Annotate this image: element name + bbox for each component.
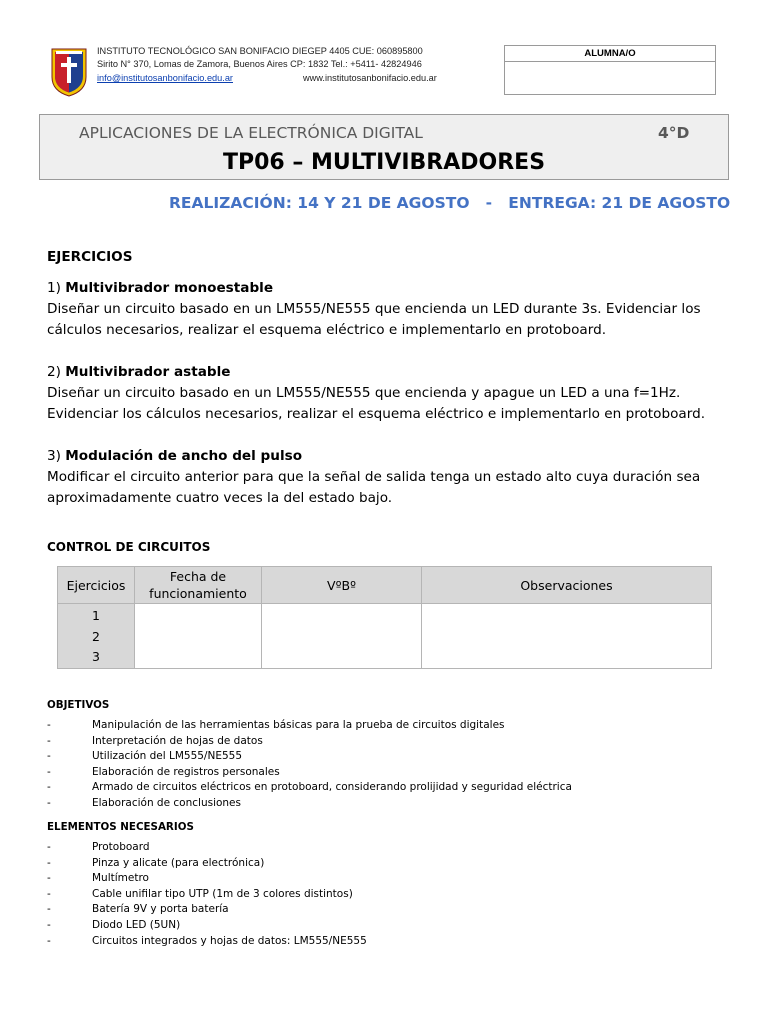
table-header-row <box>58 567 712 604</box>
exercise-number: 2) <box>47 364 61 380</box>
row-number: 3 <box>92 649 100 664</box>
subject-name: APLICACIONES DE LA ELECTRÓNICA DIGITAL <box>79 124 423 142</box>
observations-cell[interactable] <box>422 604 712 669</box>
row-number: 2 <box>92 628 100 644</box>
exercise-2-title <box>47 364 230 380</box>
exercise-2-line-1: Diseñar un circuito basado en un LM555/NE555 que encienda y apague un LED a una f=1Hz. <box>47 385 681 401</box>
column-header: Observaciones <box>422 567 712 604</box>
exercise-1-line-1: Diseñar un circuito basado en un LM555/NE555 que encienda un LED durante 3s. Evidenciar los <box>47 301 701 317</box>
exercise-1-title <box>47 280 273 296</box>
approval-cell[interactable] <box>262 604 422 669</box>
exercise-3-line-1: Modificar el circuito anterior para que la señal de salida tenga un estado alto cuya duración sea <box>47 469 701 485</box>
objectives-heading: OBJETIVOS <box>47 699 110 711</box>
exercise-title: Modulación de ancho del pulso <box>65 448 303 464</box>
email-link[interactable]: info@institutosanbonifacio.edu.ar <box>97 73 233 83</box>
column-header: Fecha de funcionamiento <box>135 567 262 604</box>
student-name-box[interactable] <box>504 45 716 95</box>
exercise-numbers-cell <box>58 604 135 669</box>
exercise-1-line-2: cálculos necesarios, realizar el esquema eléctrico e implementarlo en protoboard. <box>47 322 607 338</box>
exercise-3-title <box>47 448 302 464</box>
page-title: TP06 – MULTIVIBRADORES <box>222 150 546 175</box>
exercise-title: Multivibrador astable <box>65 364 231 380</box>
exercise-3-line-2: aproximadamente cuatro veces la del estado bajo. <box>47 490 393 506</box>
institute-address: Sirito N° 370, Lomas de Zamora, Buenos Aires CP: 1832 Tel.: +5411- 42824946 <box>97 59 422 69</box>
institute-contact <box>97 73 437 83</box>
institute-name: INSTITUTO TECNOLÓGICO SAN BONIFACIO DIEGEP 4405 CUE: 060895800 <box>97 46 423 56</box>
exercise-number: 1) <box>47 280 61 296</box>
course-label: 4°D <box>658 124 690 142</box>
dates-line: REALIZACIÓN: 14 Y 21 DE AGOSTO - ENTREGA: 21 DE AGOSTO <box>169 194 731 212</box>
student-label: ALUMNA/O <box>505 46 715 62</box>
control-table <box>57 566 712 669</box>
materials-heading: ELEMENTOS NECESARIOS <box>47 821 194 833</box>
control-heading: CONTROL DE CIRCUITOS <box>47 540 211 554</box>
exercise-2-line-2: Evidenciar los cálculos necesarios, realizar el esquema eléctrico e implementarlo en protoboard. <box>47 406 706 422</box>
exercise-title: Multivibrador monoestable <box>65 280 274 296</box>
table-row <box>58 604 712 669</box>
website-link[interactable]: www.institutosanbonifacio.edu.ar <box>303 73 437 83</box>
title-box <box>39 114 729 180</box>
column-header: Ejercicios <box>58 567 135 604</box>
column-header: VºBº <box>262 567 422 604</box>
exercise-number: 3) <box>47 448 61 464</box>
school-crest-logo <box>50 47 88 97</box>
row-number: 1 <box>92 608 100 623</box>
date-cell[interactable] <box>135 604 262 669</box>
exercises-heading: EJERCICIOS <box>47 249 133 265</box>
